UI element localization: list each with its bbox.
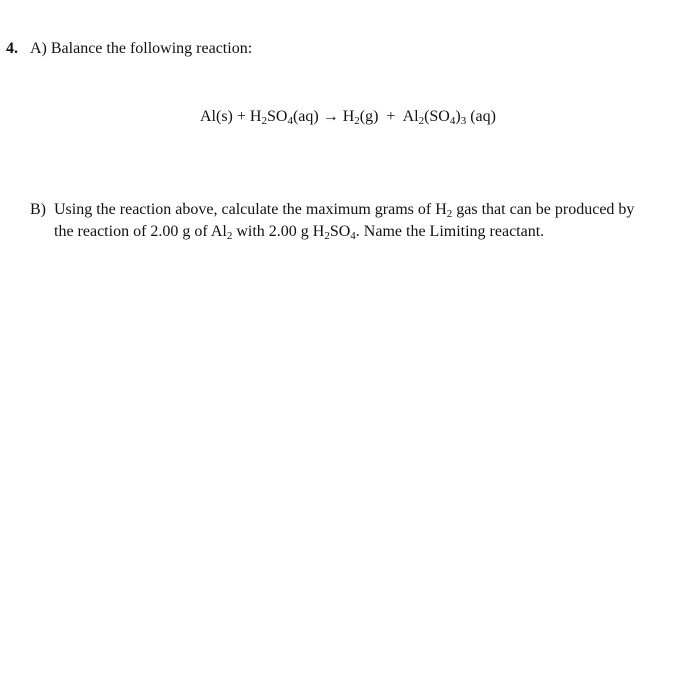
eq-hydrogen-gas: $H_2(g)$ xyxy=(342,108,379,127)
part-b-label: B) xyxy=(30,201,46,218)
part-b-sub-2c: 4 xyxy=(350,230,356,242)
part-b-text-1b: gas that can be produced by xyxy=(452,201,635,218)
question-heading xyxy=(6,38,252,60)
eq-sulfuric-acid: $H_2SO_4(aq)$ xyxy=(249,108,319,127)
part-b-sub-1: 2 xyxy=(446,208,453,220)
eq-aluminum-sulfate: $Al_2(SO_4)_3$ (aq) xyxy=(402,108,496,127)
eq-plus-2: + xyxy=(386,108,396,125)
part-b-text-2b: with 2.00 g H xyxy=(232,223,325,240)
part-b-sub-2a: 2 xyxy=(226,230,233,242)
part-b-sub-2b: 2 xyxy=(324,230,330,242)
part-b-question xyxy=(30,199,670,243)
chemical-equation xyxy=(200,106,496,128)
eq-aluminum-solid: Al(s) xyxy=(200,108,233,125)
part-b-text-1a: Using the reaction above, calculate the maximum grams of H xyxy=(54,201,447,218)
part-b-text-2a: the reaction of 2.00 g of Al xyxy=(54,223,227,240)
part-b-line-1 xyxy=(30,199,670,221)
part-a-prompt: A) Balance the following reaction: xyxy=(30,40,253,57)
eq-plus-1: + xyxy=(236,108,246,125)
part-b-line-2 xyxy=(30,221,670,243)
part-b-text-2d: . Name the Limiting reactant. xyxy=(355,223,545,240)
question-number: 4. xyxy=(6,40,18,57)
eq-reaction-arrow: → xyxy=(322,108,339,125)
part-b-text-2c: SO xyxy=(329,223,351,240)
